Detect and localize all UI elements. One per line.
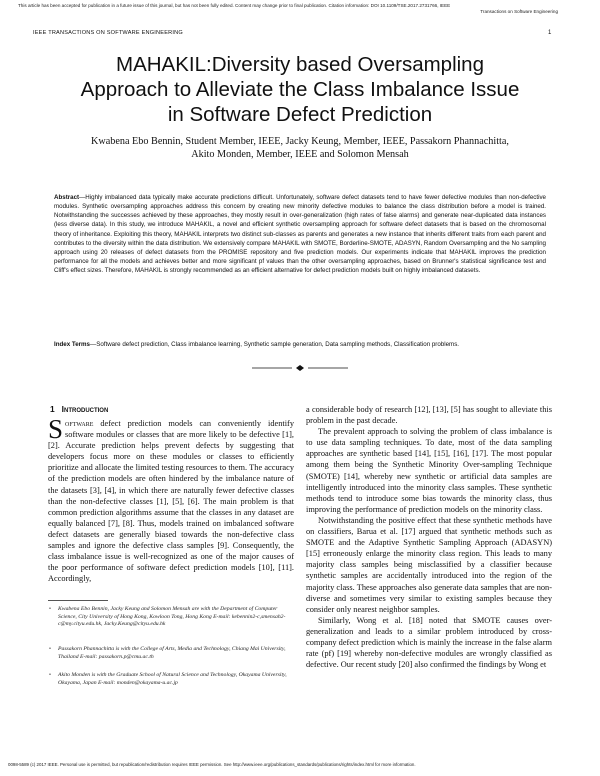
footnote-text: Passakorn Phannachitta is with the College of Arts, Media and Technology, Chiang Mai University, Thailand E-mail: passakorn.p@cmu.ac.th: [58, 646, 286, 660]
intro-right-column: [306, 404, 552, 670]
footnote-text: Kwabena Ebo Bennin, Jacky Keung and Solomon Mensah are with the Department of Computer Science, City University of Hong Kong, Kowloon Tong, Hong Kong E-mail: kebennin2-c,smensah2-c@my.cityu.edu.hk, Jacky.Keung@cityu.edu.hk: [58, 606, 286, 628]
paragraph: a considerable body of research [12], [13], [5] has sought to alleviate this problem in the past decade.: [306, 405, 552, 426]
footnote-item: [49, 606, 292, 629]
bullet: •: [49, 672, 51, 678]
footnote-rule: [48, 600, 108, 601]
index-terms-text: —Software defect prediction, Class imbalance learning, Synthetic sample generation, Data sampling methods, Classification problems.: [90, 341, 460, 348]
abstract-text: —Highly imbalanced data typically make accurate predictions difficult. Unfortunately, software defect datasets tend to have fewer defective modules than non-defective modules. Synthetic oversampling approaches address this concern by creating new minority defective modules to balance the class distribution before a model is trained. Notwithstanding the successes achieved by these approaches, they mostly result in over-generalization (high rates of false alarms) and generate near-duplicated data instances (less diverse data). In this study, we introduce MAHAKIL, a novel and efficient synthetic oversampling approach for software defect datasets that is based on the chromosomal theory of inheritance. Exploiting this theory, MAHAKIL interprets two distinct sub-classes as parents and generates a new instance that inherits different traits from each parent and contributes to the diversity within the data distribution. We extensively compare MAHAKIL with SMOTE, Borderline-SMOTE, ADASYN, Random Oversampling and the No sampling approach using 20 releases of defect datasets from the PROMISE repository and five prediction models. Our experiments indicate that MAHAKIL improves the prediction performance for all the models and achieves better and more significant pf values than the other oversampling approaches, based on Brunner's statistical significance test and Cliff's effect sizes. Therefore, MAHAKIL is strongly recommended as an efficient alternative for defect prediction models built on highly imbalanced datasets.: [54, 194, 546, 275]
paragraph: Similarly, Wong et al. [18] noted that SMOTE causes over-generalization and leads to a similar problem introduced by cross-company defect prediction which is mainly the increase in the false alarm rate (pf) [19] whereby non-defective modules are wrongly classified as defective. Our recent study [20] also confirmed the findings by Wong et: [306, 615, 552, 670]
paragraph: Notwithstanding the positive effect that these synthetic methods have on classifiers, Barua et al. [17] argued that synthetic methods such as SMOTE and the Adaptive Synthetic Sampling Approach (ADASYN) [15] erroneously enlarge the minority class region. This leads to many majority class samples being misclassified by a classifier because synthetic samples are accidentally introduced into the region of the majority class. These approaches also generate data samples that are non-diverse and sometimes very similar to existing samples because they consider only nearest neighbor samples.: [306, 515, 552, 614]
copyright-footer: 0098-5589 (c) 2017 IEEE. Personal use is permitted, but republication/redistribution requires IEEE permission. See http://www.ieee.org/publications_standards/publications/rights/index.html for more information.: [8, 762, 416, 767]
section-number: 1: [50, 404, 55, 414]
intro-left-column: [48, 414, 294, 584]
index-terms-label: Index Terms: [54, 341, 90, 348]
author-list: [40, 135, 560, 161]
abstract: [54, 193, 546, 275]
footnote-text: Akito Monden is with the Graduate School of Natural Science and Technology, Okayama University, Okayama, Japan E-mail: monden@okayama-u.ac.jp: [58, 672, 287, 686]
paper-title: [40, 52, 560, 127]
intro-paragraph: defect prediction models can conveniently identify software modules or classes that are more likely to be defective [1], [2]. Accurate prediction helps prevent defects by suggesting that developers focus more on these modules or classes to efficiently prioritize and allocate the limited testing resources to them. The accuracy of the prediction models are often hindered by the imbalance nature of the datasets [3], [4], in which there are naturally fewer defective classes than the non-defective classes [1], [5], [6]. The main problem is that common prediction algorithms assume that the classes in any dataset are equally balanced [7], [8]. Thus, models trained on imbalanced software defect datasets are generally biased towards the non-defective class samples and ignore the defective class samples [9]. Consequently, the class imbalance issue is well-recognized as one of the major causes of the poor performance of software defect prediction models [10], [11]. Accordingly,: [48, 419, 294, 584]
bullet: •: [49, 646, 51, 652]
drop-cap: S: [48, 414, 64, 444]
publication-notice: [18, 3, 578, 15]
section-divider-ornament: [252, 364, 348, 372]
footnote-item: [49, 646, 292, 661]
running-head: IEEE TRANSACTIONS ON SOFTWARE ENGINEERING: [33, 30, 183, 36]
title-line: Approach to Alleviate the Class Imbalance Issue: [80, 78, 520, 101]
notice-line-2: Transactions on Software Engineering: [480, 9, 558, 14]
title-line: MAHAKIL:Diversity based Oversampling: [116, 53, 484, 76]
first-word: oftware: [65, 419, 94, 428]
paragraph: The prevalent approach to solving the problem of class imbalance is to use data sampling techniques. To date, most of the data sampling approaches are synthetic based [14], [15], [16], [17]. The most popular among them being the Synthetic Minority Over-sampling Technique (SMOTE) [14], whereby new synthetic or artificial data samples are intelligently introduced into the minority class samples. These synthetic methods tend to introduce some bias towards the minority class, thus improving the performance of prediction models on the minority class.: [306, 427, 552, 514]
footnote-item: [49, 672, 292, 687]
authors-line: Akito Monden, Member, IEEE and Solomon Mensah: [191, 149, 409, 160]
notice-line-1: This article has been accepted for publication in a future issue of this journal, but has not been fully edited. Content may change prior to final publication. Citation information: DOI 10.1109/TSE.2017.2731766, IEEE: [18, 3, 451, 8]
bullet: •: [49, 606, 51, 612]
authors-line: Kwabena Ebo Bennin, Student Member, IEEE, Jacky Keung, Member, IEEE, Passakorn Phannachitta,: [91, 136, 509, 147]
abstract-label: Abstract: [54, 194, 80, 201]
section-heading: [50, 404, 108, 414]
title-line: in Software Defect Prediction: [167, 103, 433, 126]
section-title: Introduction: [61, 404, 109, 414]
page-number: 1: [548, 30, 552, 36]
index-terms: [54, 340, 546, 349]
